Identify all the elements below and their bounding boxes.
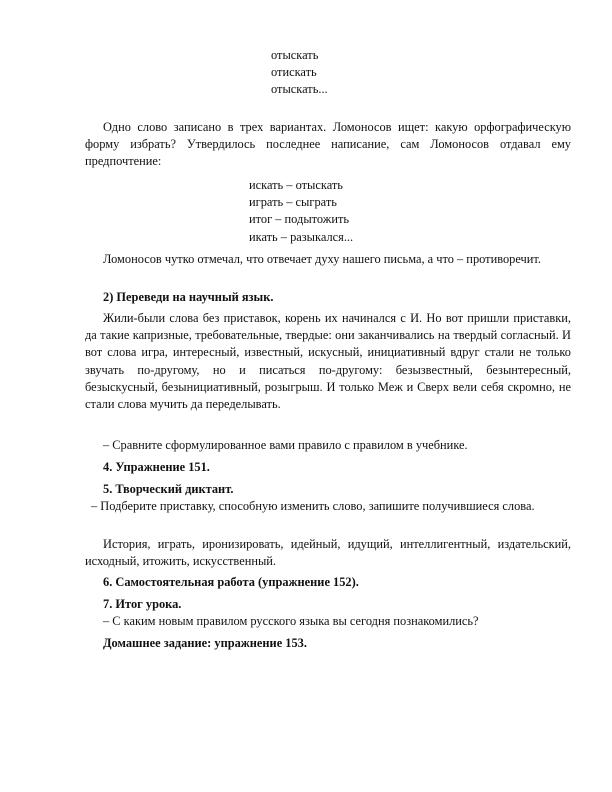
word-pair-item: искать – отыскать: [249, 178, 343, 192]
paragraph-story: Жили-были слова без приставок, корень их начинался с И. Но вот пришли приставки, да такие капризные, требовательные, твердые: они заканчивались на твердый согласный. И вот слова игра, интересный, известный, искусный, инициативный вдруг стали не только звучать по-другому, но и писаться по-другому: безызвестный, безынтересный, безыскусный, безынициативный, розыгрыш. И только Меж и Сверх вели себя скромно, не стали слова мучить да переделывать.: [85, 311, 571, 412]
paragraph-lomonosov-spirit: Ломоносов чутко отмечал, что отвечает духу нашего письма, а что – противоречит.: [103, 252, 542, 266]
heading-translate: 2) Переведи на научный язык.: [103, 290, 274, 304]
heading-exercise-151: 4. Упражнение 151.: [103, 460, 210, 474]
word-pair-item: играть – сыграть: [249, 195, 337, 210]
variant-item: отыскать...: [271, 82, 328, 97]
heading-dictation: 5. Творческий диктант.: [103, 482, 234, 496]
variant-item: отискать: [271, 65, 317, 80]
heading-independent-work: 6. Самостоятельная работа (упражнение 152).: [103, 575, 359, 589]
dictation-task: – Подберите приставку, способную изменить слово, запишите получившиеся слова.: [91, 499, 535, 513]
summary-question: – С каким новым правилом русского языка вы сегодня познакомились?: [103, 614, 479, 628]
word-pair-item: итог – подытожить: [249, 212, 350, 227]
homework: Домашнее задание: упражнение 153.: [103, 636, 307, 650]
compare-instruction: – Сравните сформулированное вами правило с правилом в учебнике.: [103, 438, 468, 452]
heading-summary: 7. Итог урока.: [103, 597, 182, 611]
paragraph-lomonosov-variants: Одно слово записано в трех вариантах. Ломоносов ищет: какую орфографическую форму избрать? Утвердилось последнее написание, сам Ломоносов отдавал ему предпочтение:: [85, 120, 571, 169]
word-pair-item: икать – разыкался...: [249, 229, 354, 244]
variant-item: отыскать: [271, 48, 319, 62]
variants-list: [271, 47, 328, 99]
dictation-words: История, играть, иронизировать, идейный, идущий, интеллигентный, издательский, исходный, итожить, искусственный.: [85, 537, 571, 569]
word-pairs-list: [249, 177, 353, 246]
